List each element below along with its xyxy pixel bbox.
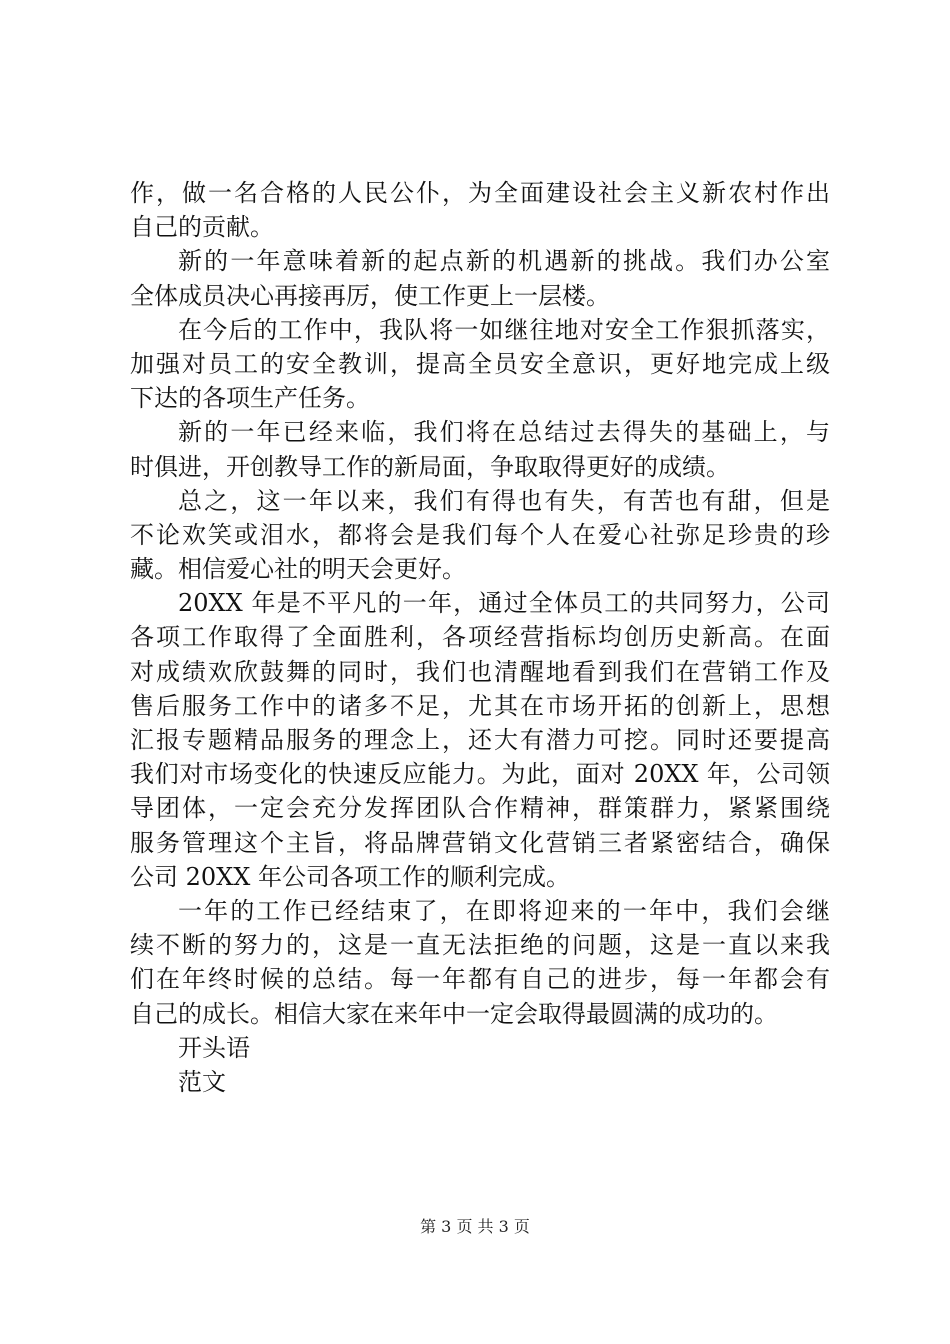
text-line: 自己的成长。相信大家在来年中一定会取得最圆满的成功的。 [130,999,778,1028]
text-line: 一年的工作已经结束了，在即将迎来的一年中，我们会继 [178,896,830,925]
text-line: 不论欢笑或泪水，都将会是我们每个人在爱心社弥足珍贵的珍 [130,520,830,549]
text-line: 新的一年意味着新的起点新的机遇新的挑战。我们办公室 [178,247,830,276]
text-line: 对成绩欢欣鼓舞的同时，我们也清醒地看到我们在营销工作及 [130,657,830,686]
page-number-label: 第 3 页 共 3 页 [420,1217,530,1236]
text-line: 加强对员工的安全教训，提高全员安全意识，更好地完成上级 [130,349,830,378]
text-line: 自己的贡献。 [130,213,274,242]
text-line: 各项工作取得了全面胜利，各项经营指标均创历史新高。在面 [130,623,830,652]
text-line: 续不断的努力的，这是一直无法拒绝的问题，这是一直以来我 [130,931,830,960]
text-line: 全体成员决心再接再厉，使工作更上一层楼。 [130,281,610,310]
text-line: 作，做一名合格的人民公仆，为全面建设社会主义新农村作出 [130,179,830,207]
text-line: 时俱进，开创教导工作的新局面，争取取得更好的成绩。 [130,452,730,481]
text-line: 20XX 年是不平凡的一年，通过全体员工的共同努力，公司 [178,589,830,618]
text-line: 藏。相信爱心社的明天会更好。 [130,555,466,584]
text-line: 我们对市场变化的快速反应能力。为此，面对 20XX 年，公司领 [130,760,830,789]
text-line: 服务管理这个主旨，将品牌营销文化营销三者紧密结合，确保 [130,828,830,857]
page-footer [0,1217,950,1237]
text-line: 售后服务工作中的诸多不足，尤其在市场开拓的创新上，思想 [130,691,830,720]
text-line: 开头语 [178,1033,250,1062]
text-line: 公司 20XX 年公司各项工作的顺利完成。 [130,862,570,891]
text-line: 新的一年已经来临，我们将在总结过去得失的基础上，与 [178,418,830,447]
text-line: 下达的各项生产任务。 [130,384,370,413]
text-line: 们在年终时候的总结。每一年都有自己的进步，每一年都会有 [130,965,830,994]
text-line: 范文 [178,1067,226,1096]
text-line: 在今后的工作中，我队将一如继往地对安全工作狠抓落实， [178,315,830,344]
text-line: 总之，这一年以来，我们有得也有失，有苦也有甜，但是 [178,486,830,515]
body-text [130,176,830,1099]
text-line: 导团体，一定会充分发挥团队合作精神，群策群力，紧紧围绕 [130,794,830,823]
text-line: 汇报专题精品服务的理念上，还大有潜力可挖。同时还要提高 [130,726,830,754]
